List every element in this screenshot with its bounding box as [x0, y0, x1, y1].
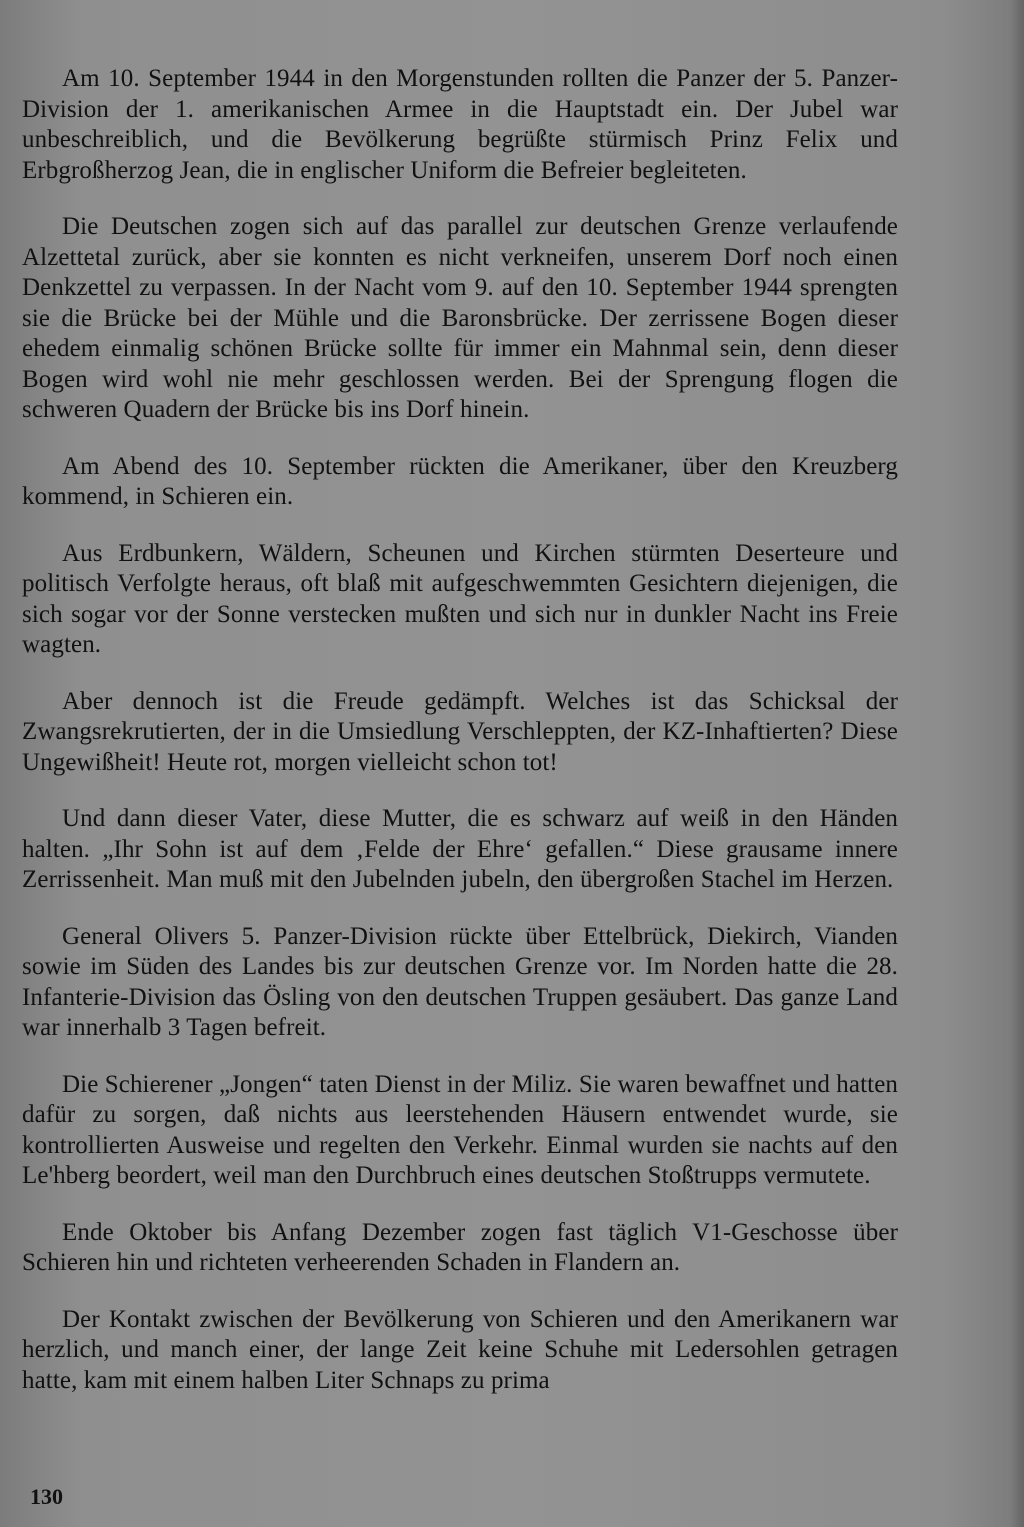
paragraph: Und dann dieser Vater, diese Mutter, die es schwarz auf weiß in den Händen halten. „Ihr Sohn ist auf dem ‚Felde der Ehre‘ gefallen.“ Diese grausame innere Zerrissenheit. Man muß mit den Jubelnden jubeln, den übergroßen Stachel im Herzen.: [22, 805, 898, 893]
page-body: [22, 64, 898, 1422]
paragraph: Aus Erdbunkern, Wäldern, Scheunen und Kirchen stürmten Deserteure und politisch Verfolgte heraus, oft blaß mit aufgeschwemmten Gesichtern diejenigen, die sich sogar vor der Sonne verstecken mußten und sich nur in dunkler Nacht ins Freie wagten.: [22, 539, 898, 658]
paragraph: Aber dennoch ist die Freude gedämpft. Welches ist das Schicksal der Zwangsrekrutierten, der in die Umsiedlung Verschleppten, der KZ-Inhaftierten? Diese Ungewißheit! Heute rot, morgen vielleicht schon tot!: [22, 687, 898, 776]
paragraph: General Olivers 5. Panzer-Division rückte über Ettelbrück, Diekirch, Vianden sowie im Süden des Landes bis zur deutschen Grenze vor. Im Norden hatte die 28. Infanterie-Division das Ösling von den deutschen Truppen gesäubert. Das ganze Land war innerhalb 3 Tagen befreit.: [22, 922, 898, 1041]
page-number: 130: [30, 1484, 63, 1509]
paragraph: Am Abend des 10. September rückten die Amerikaner, über den Kreuzberg kommend, in Schieren ein.: [22, 452, 898, 510]
paragraph: Die Deutschen zogen sich auf das parallel zur deutschen Grenze verlaufende Alzettetal zurück, aber sie konnten es nicht verkneifen, unserem Dorf noch einen Denkzettel zu verpassen. In der Nacht vom 9. auf den 10. September 1944 sprengten sie die Brücke bei der Mühle und die Baronsbrücke. Der zerrissene Bogen dieser ehedem einmalig schönen Brücke sollte für immer ein Mahnmal sein, denn dieser Bogen wird wohl nie mehr geschlossen werden. Bei der Sprengung flogen die schweren Quadern der Brücke bis ins Dorf hinein.: [22, 213, 898, 423]
paragraph: Am 10. September 1944 in den Morgenstunden rollten die Panzer der 5. Panzer-Division der 1. amerikanischen Armee in die Hauptstadt ein. Der Jubel war unbeschreiblich, und die Bevölkerung begrüßte stürmisch Prinz Felix und Erbgroßherzog Jean, die in englischer Uniform die Befreier begleiteten.: [22, 65, 898, 184]
paragraph: Die Schierener „Jongen“ taten Dienst in der Miliz. Sie waren bewaffnet und hatten dafür zu sorgen, daß nichts aus leerstehenden Häusern entwendet wurde, sie kontrollierten Ausweise und regelten den Verkehr. Einmal wurden sie nachts auf den Le'hberg beordert, weil man den Durchbruch eines deutschen Stoßtrupps vermutete.: [22, 1070, 898, 1189]
paragraph: Der Kontakt zwischen der Bevölkerung von Schieren und den Amerikanern war herzlich, und manch einer, der lange Zeit keine Schuhe mit Ledersohlen getragen hatte, kam mit einem halben Liter Schnaps zu prima: [22, 1305, 898, 1394]
paragraph: Ende Oktober bis Anfang Dezember zogen fast täglich V1-Geschosse über Schieren hin und richteten verheerenden Schaden in Flandern an.: [22, 1218, 898, 1276]
